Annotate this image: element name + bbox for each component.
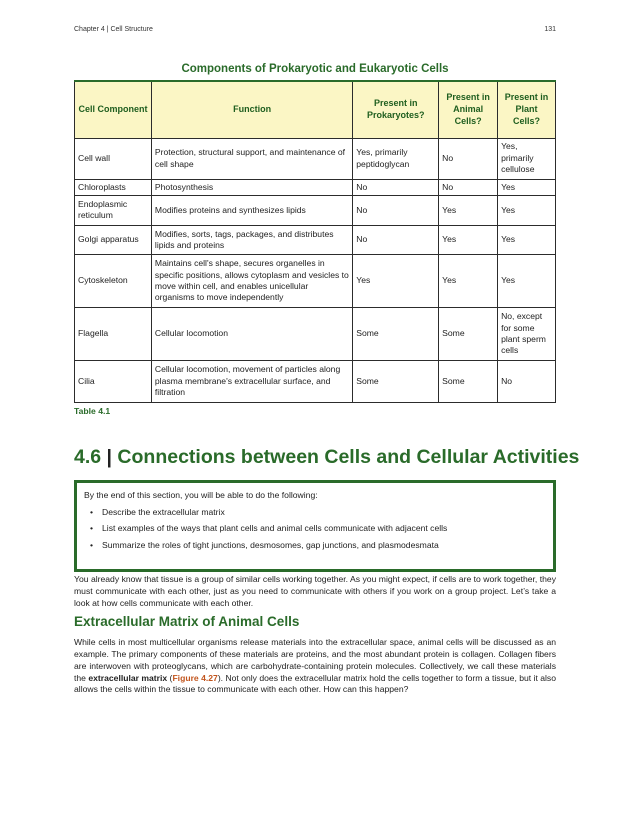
table-cell: Some [439, 307, 498, 360]
table-cell: Yes, primarily cellulose [498, 138, 556, 179]
table-cell: Yes [498, 195, 556, 225]
objectives-list [84, 507, 546, 551]
table-cell: Flagella [75, 307, 152, 360]
page-number: 131 [544, 26, 556, 33]
table-header-row [75, 81, 556, 138]
table-cell: Golgi apparatus [75, 225, 152, 254]
running-head [74, 26, 556, 33]
table-cell: No [353, 179, 439, 195]
header-cell: Present in Animal Cells? [439, 81, 498, 138]
table-cell: No [498, 360, 556, 402]
table-cell: Cellular locomotion, movement of particles along plasma membrane's extracellular surface, and filtration [151, 360, 352, 402]
table-title: Components of Prokaryotic and Eukaryotic Cells [181, 63, 449, 75]
table-caption: Table 4.1 [74, 406, 111, 416]
table-cell: Yes [439, 254, 498, 307]
section-separator: | [106, 446, 112, 468]
list-item: • Summarize the roles of tight junctions, desmosomes, gap junctions, and plasmodesmata [102, 540, 546, 551]
table-cell: No, except for some plant sperm cells [498, 307, 556, 360]
ecm-paragraph [74, 637, 556, 696]
table-cell: Photosynthesis [151, 179, 352, 195]
paragraph-text: ( [167, 672, 173, 683]
cell-components-table [74, 80, 556, 403]
table-cell: Endoplasmic reticulum [75, 195, 152, 225]
header-cell: Cell Component [75, 81, 152, 138]
table-cell: Yes [498, 225, 556, 254]
table-cell: No [439, 138, 498, 179]
table-cell: Some [353, 307, 439, 360]
table-row [75, 225, 556, 254]
table-row [75, 179, 556, 195]
learning-objectives-box [74, 480, 556, 572]
table-cell: Yes [498, 254, 556, 307]
table-cell: Yes [439, 195, 498, 225]
table-row [75, 360, 556, 402]
table-row [75, 195, 556, 225]
key-term: extracellular matrix [88, 672, 168, 683]
table-cell: No [439, 179, 498, 195]
table-cell: No [353, 195, 439, 225]
section-number: 4.6 [74, 446, 102, 468]
header-cell: Function [151, 81, 352, 138]
table-cell: Some [439, 360, 498, 402]
table-cell: Maintains cell's shape, secures organelles in specific positions, allows cytoplasm and vesicles to move within cell, and enables unicellular organisms to move independently [151, 254, 352, 307]
table-cell: Cellular locomotion [151, 307, 352, 360]
chapter-title: Chapter 4 | Cell Structure [74, 26, 153, 33]
list-item: • List examples of the ways that plant cells and animal cells communicate with adjacent cells [102, 523, 546, 534]
header-cell: Present in Plant Cells? [498, 81, 556, 138]
table-row [75, 307, 556, 360]
table-cell: Protection, structural support, and maintenance of cell shape [151, 138, 352, 179]
table-cell: Cytoskeleton [75, 254, 152, 307]
section-heading [74, 446, 580, 469]
figure-link[interactable]: Figure 4.27 [172, 672, 218, 683]
subsection-heading: Extracellular Matrix of Animal Cells [74, 614, 300, 629]
paragraph-text: ). Not only does the extracellular matrix hold the cells together to form a tissue, but it also allows the cells within the tissue to communicate with each other. How can this happen? [74, 672, 557, 695]
table-cell: Yes [353, 254, 439, 307]
paragraph-text: While cells in most multicellular organisms release materials into the extracellular space, animal cells will be discussed as an example. The primary components of these materials are proteins, and the most abundant protein is collagen. Collagen fibers are interwoven with proteoglycans, which are carbohydrate-containing protein molecules. Collectively, we call these materials the [74, 637, 556, 683]
objectives-intro: By the end of this section, you will be able to do the following: [84, 490, 318, 500]
table-cell: No [353, 225, 439, 254]
table-cell: Cilia [75, 360, 152, 402]
header-cell: Present in Prokaryotes? [353, 81, 439, 138]
table-cell: Modifies proteins and synthesizes lipids [151, 195, 352, 225]
list-item: • Describe the extracellular matrix [102, 507, 546, 518]
table-cell: Cell wall [75, 138, 152, 179]
table-row [75, 138, 556, 179]
table-cell: Yes, primarily peptidoglycan [353, 138, 439, 179]
table-cell: Yes [498, 179, 556, 195]
table-cell: Modifies, sorts, tags, packages, and distributes lipids and proteins [151, 225, 352, 254]
table-cell: Chloroplasts [75, 179, 152, 195]
section-title: Connections between Cells and Cellular Activities [117, 446, 580, 468]
table-cell: Yes [439, 225, 498, 254]
table-row [75, 254, 556, 307]
table-cell: Some [353, 360, 439, 402]
intro-paragraph: You already know that tissue is a group of similar cells working together. As you might expect, if cells are to work together, they must communicate with each other, just as you need to communicate with others if you work on a group project. Let’s take a look at how cells communicate with each other. [74, 574, 556, 608]
